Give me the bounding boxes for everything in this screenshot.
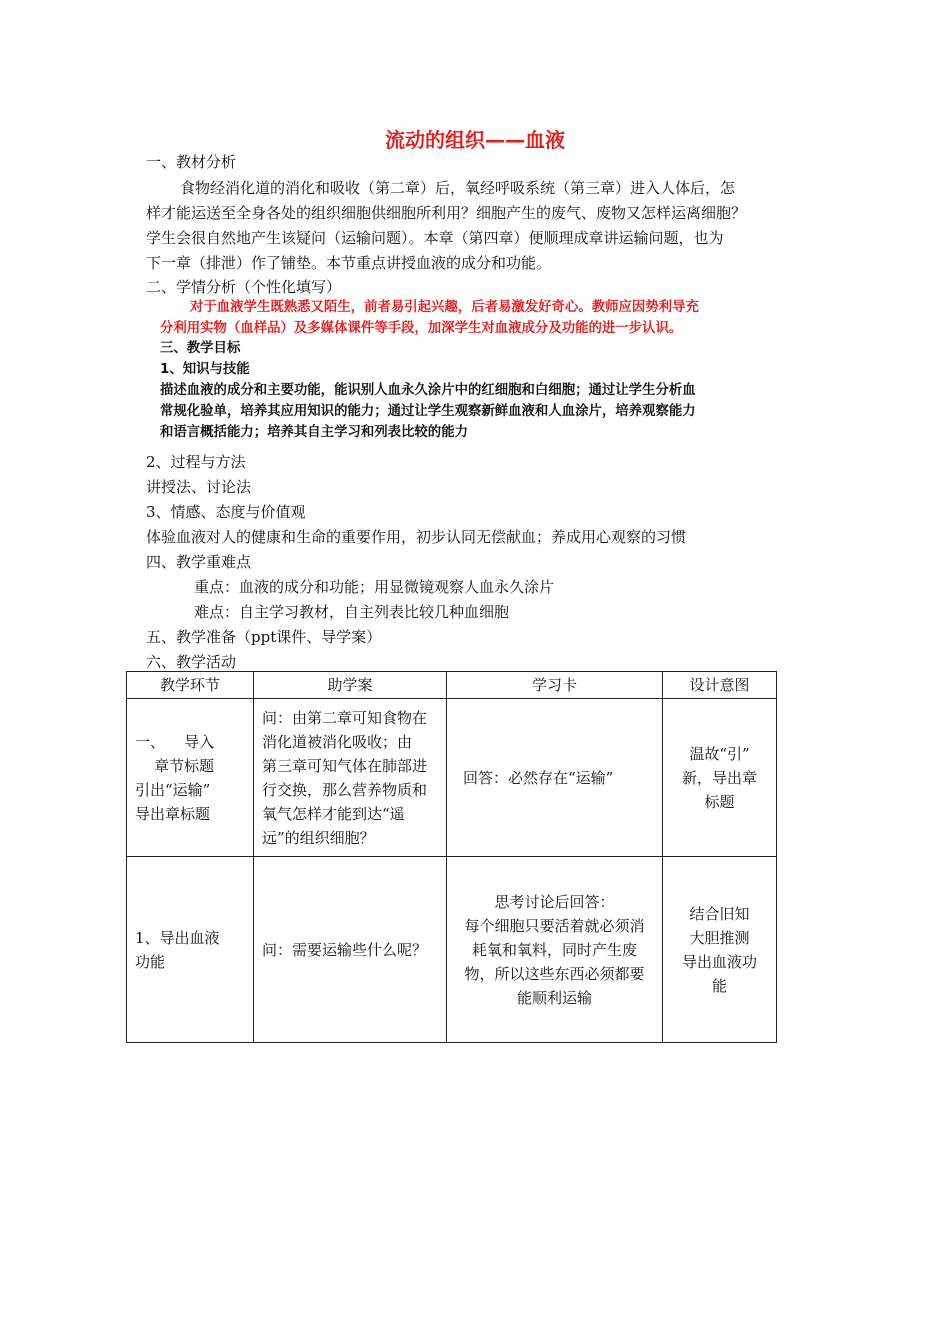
cell-line: 氧气怎样才能到达“遥 xyxy=(262,804,405,823)
cell-line: 问：由第二章可知食物在 xyxy=(262,708,428,727)
table-cell xyxy=(447,857,663,1043)
cell-line: 1、导出血液 xyxy=(135,928,220,947)
table-header-cell: 助学案 xyxy=(254,672,447,699)
cell-line: 远”的组织细胞？ xyxy=(262,828,375,847)
cell-line: 耗氧和氧料，同时产生废 xyxy=(471,940,637,959)
page-title: 流动的组织——血液 xyxy=(385,128,565,152)
section-3-sub1-line-2: 常规化验单，培养其应用知识的能力；通过让学生观察新鲜血液和人血涂片，培养观察能力 xyxy=(160,404,696,419)
section-3-sub2-text: 讲授法、讨论法 xyxy=(146,478,252,496)
table-cell xyxy=(447,699,663,857)
section-3-sub1: 1、知识与技能 xyxy=(160,362,250,377)
table-cell xyxy=(127,857,254,1043)
section-3-heading: 三、教学目标 xyxy=(160,341,241,356)
cell-line: 行交换，那么营养物质和 xyxy=(262,780,428,799)
table-cell xyxy=(663,857,777,1043)
section-1-heading: 一、教材分析 xyxy=(146,153,237,171)
table-cell xyxy=(254,857,447,1043)
table-header-cell: 学习卡 xyxy=(447,672,663,699)
section-5-heading: 五、教学准备（ppt课件、导学案） xyxy=(146,628,382,646)
section-4-heading: 四、教学重难点 xyxy=(146,553,252,571)
cell-line: 物，所以这些东西必须都要 xyxy=(464,964,645,983)
cell-line: 温故“引” xyxy=(689,744,750,763)
section-1-para-line-1: 食物经消化道的消化和吸收（第二章）后，氧经呼吸系统（第三章）进入人体后，怎 xyxy=(180,179,736,197)
cell-line: 引出“运输” xyxy=(135,780,211,799)
cell-line: 新，导出章 xyxy=(681,768,757,787)
section-2-red-line-2: 分利用实物（血样品）及多媒体课件等手段，加深学生对血液成分及功能的进一步认识。 xyxy=(160,321,683,336)
section-3-sub1-line-1: 描述血液的成分和主要功能，能识别人血永久涂片中的红细胞和白细胞；通过让学生分析血 xyxy=(160,383,696,398)
table-cell xyxy=(663,699,777,857)
section-3-sub3: 3、情感、态度与价值观 xyxy=(146,503,306,521)
table-header-cell: 教学环节 xyxy=(127,672,254,699)
table-row xyxy=(127,699,777,857)
table-header-cell: 设计意图 xyxy=(663,672,777,699)
cell-line: 大胆推测 xyxy=(689,928,750,947)
cell-line: 结合旧知 xyxy=(689,904,750,923)
table-row xyxy=(127,857,777,1043)
cell-line: 导出章标题 xyxy=(135,804,211,823)
table-header-row xyxy=(127,672,777,699)
cell-line: 功能 xyxy=(135,952,166,971)
section-6-heading: 六、教学活动 xyxy=(146,653,237,671)
table-cell xyxy=(254,699,447,857)
section-4-difficult-point: 难点：自主学习教材，自主列表比较几种血细胞 xyxy=(194,603,510,621)
section-2-heading: 二、学情分析（个性化填写） xyxy=(146,278,342,296)
teaching-activity-table xyxy=(126,671,777,1043)
table-cell xyxy=(127,699,254,857)
cell-line: 每个细胞只要活着就必须消 xyxy=(464,916,645,935)
section-1-para-line-4: 下一章（排泄）作了铺垫。本节重点讲授血液的成分和功能。 xyxy=(146,254,552,272)
section-2-red-line-1: 对于血液学生既熟悉又陌生，前者易引起兴趣，后者易激发好奇心。教师应因势利导充 xyxy=(190,300,699,315)
cell-line: 一、 导入 xyxy=(135,732,215,751)
cell-line: 问：需要运输些什么呢？ xyxy=(262,940,428,959)
cell-line: 能 xyxy=(711,976,727,995)
section-4-key-point: 重点：血液的成分和功能；用显微镜观察人血永久涂片 xyxy=(194,578,555,596)
section-1-para-line-3: 学生会很自然地产生该疑问（运输问题）。本章（第四章）便顺理成章讲运输问题，也为 xyxy=(146,229,724,247)
section-3-sub2: 2、过程与方法 xyxy=(146,453,246,471)
cell-line: 能顺利运输 xyxy=(516,988,592,1007)
cell-line: 导出血液功 xyxy=(681,952,757,971)
cell-line: 消化道被消化吸收；由 xyxy=(262,732,413,751)
section-3-sub3-text: 体验血液对人的健康和生命的重要作用，初步认同无偿献血；养成用心观察的习惯 xyxy=(146,528,687,546)
cell-line: 章节标题 xyxy=(135,756,215,775)
cell-line: 标题 xyxy=(704,792,735,811)
cell-line: 思考讨论后回答： xyxy=(494,892,615,911)
section-3-sub1-line-3: 和语言概括能力；培养其自主学习和列表比较的能力 xyxy=(160,425,468,440)
cell-line: 第三章可知气体在肺部进 xyxy=(262,756,428,775)
section-1-para-line-2: 样才能运送至全身各处的组织细胞供细胞所利用？细胞产生的废气、废物又怎样运离细胞？ xyxy=(146,204,747,222)
cell-line: 回答：必然存在“运输” xyxy=(463,768,614,787)
